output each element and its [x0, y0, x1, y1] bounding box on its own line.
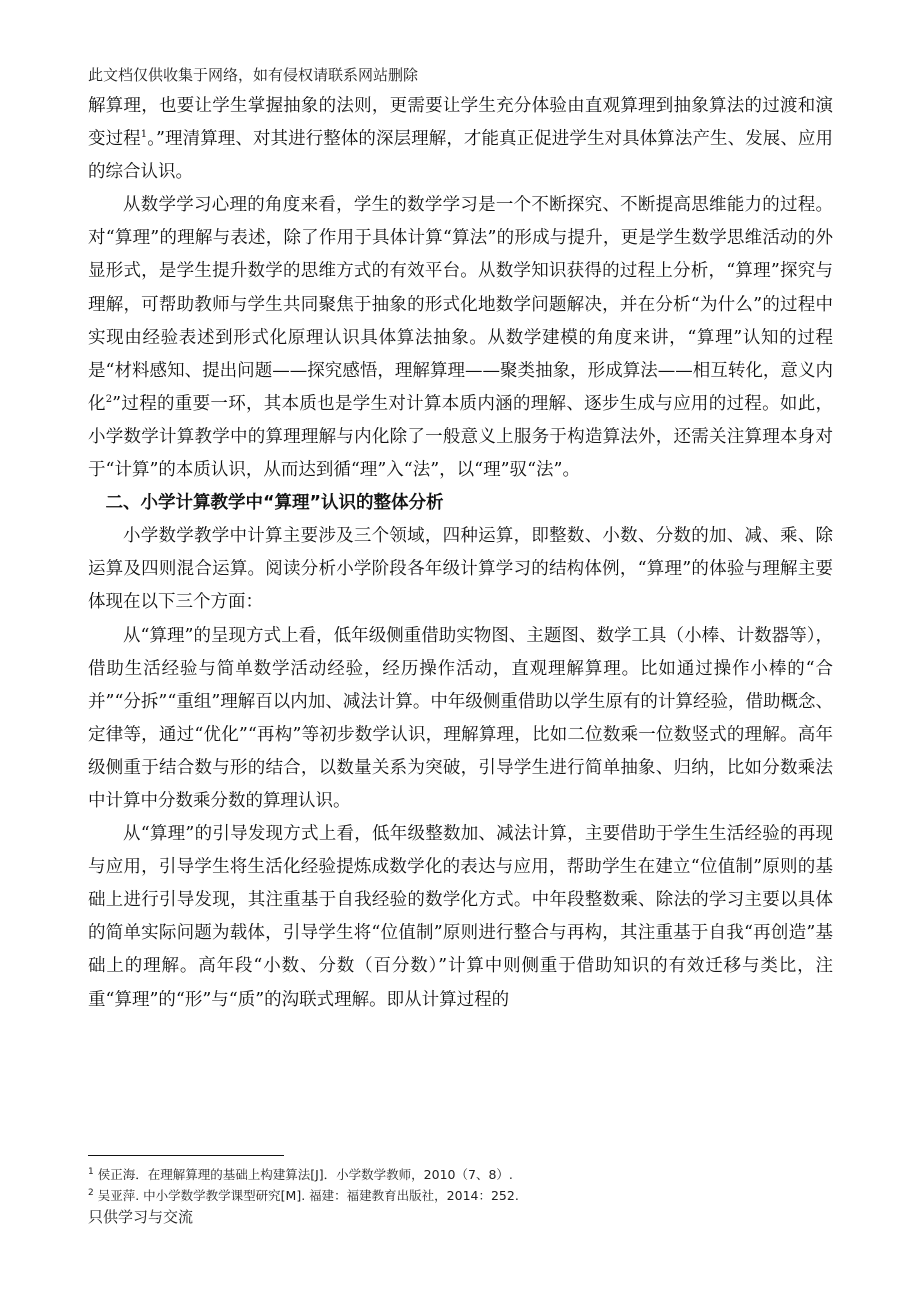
footnote-2: $^2$ 吴亚萍. 中小学数学教学课型研究[M]. 福建：福建教育出版社，2014：252. [88, 1187, 519, 1203]
footnote-divider [88, 1155, 284, 1156]
footnotes [88, 1164, 848, 1206]
paragraph-5: 从“算理”的引导发现方式上看，低年级整数加、减法计算，主要借助于学生生活经验的再现与应用，引导学生将生活化经验提炼成数学化的表达与应用，帮助学生在建立“位值制”原则的基础上进行引导发现，其注重基于自我经验的数学化方式。中年段整数乘、除法的学习主要以具体的简单实际问题为载体，引导学生将“位值制”原则进行整合与再构，其注重基于自我“再创造”基础上的理解。高年段“小数、分数（百分数）”计算中则侧重于借助知识的有效迁移与类比，注重“算理”的“形”与“质”的沟联式理解。即从计算过程的 [88, 824, 833, 1010]
page-footer-note: 只供学习与交流 [88, 1208, 194, 1226]
page-header-notice: 此文档仅供收集于网络，如有侵权请联系网站删除 [88, 66, 419, 84]
section-heading: 二、小学计算教学中“算理”认识的整体分析 [105, 493, 444, 514]
footnote-1: $^1$ 侯正海．在理解算理的基础上构建算法[J]．小学数学教师，2010（7、8）. [88, 1166, 513, 1182]
paragraph-2: 从数学学习心理的角度来看，学生的数学学习是一个不断探究、不断提高思维能力的过程。对“算理”的理解与表述，除了作用于具体计算“算法”的形成与提升，更是学生数学思维活动的外显形式，是学生提升数学的思维方式的有效平台。从数学知识获得的过程上分析，“算理”探究与理解，可帮助教师与学生共同聚焦于抽象的形式化地数学问题解决，并在分析“为什么”的过程中实现由经验表述到形式化原理认识具体算法抽象。从数学建模的角度来讲，“算理”认知的过程是“材料感知、提出问题——探究感悟，理解算理——聚类抽象，形成算法——相互转化，意义内化$^2$”过程的重要一环，其本质也是学生对计算本质内涵的理解、逐步生成与应用的过程。如此，小学数学计算教学中的算理理解与内化除了一般意义上服务于构造算法外，还需关注算理本身对于“计算”的本质认识，从而达到循“理”入“法”，以“理”驭“法”。 [88, 195, 833, 481]
paragraph-3: 小学数学教学中计算主要涉及三个领域，四种运算，即整数、小数、分数的加、减、乘、除运算及四则混合运算。阅读分析小学阶段各年级计算学习的结构体例，“算理”的体验与理解主要体现在以下三个方面： [88, 526, 833, 613]
body-text [88, 90, 833, 1017]
paragraph-4: 从“算理”的呈现方式上看，低年级侧重借助实物图、主题图、数学工具（小棒、计数器等），借助生活经验与简单数学活动经验，经历操作活动，直观理解算理。比如通过操作小棒的“合并”“分拆”“重组”理解百以内加、减法计算。中年级侧重借助以学生原有的计算经验，借助概念、定律等，通过“优化”“再构”等初步数学认识，理解算理，比如二位数乘一位数竖式的理解。高年级侧重于结合数与形的结合，以数量关系为突破，引导学生进行简单抽象、归纳，比如分数乘法中计算中分数乘分数的算理认识。 [88, 625, 833, 811]
footnote-ref-2[interactable]: 2 [105, 394, 113, 406]
footnote-ref-1[interactable]: 1 [140, 129, 148, 141]
paragraph-1: 解算理，也要让学生掌握抽象的法则，更需要让学生充分体验由直观算理到抽象算法的过渡和演变过程$^1$。”理清算理、对其进行整体的深层理解，才能真正促进学生对具体算法产生、发展、应用的综合认识。 [88, 96, 834, 183]
